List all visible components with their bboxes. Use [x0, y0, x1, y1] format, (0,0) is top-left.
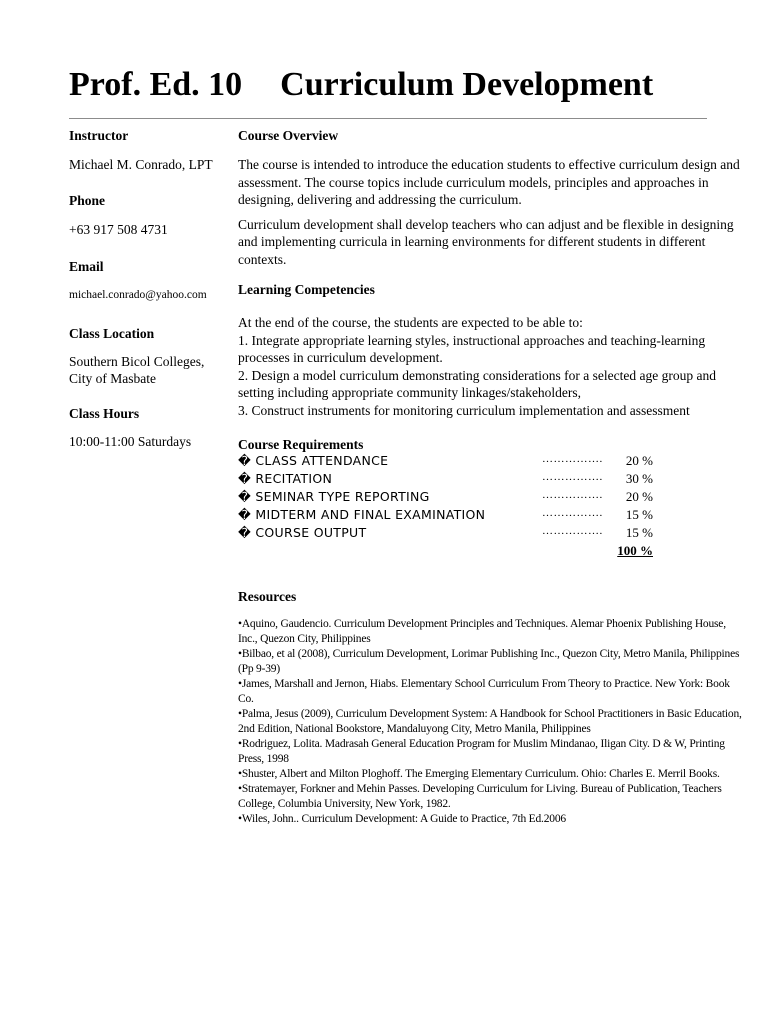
hours-value: 10:00-11:00 Saturdays: [69, 434, 192, 449]
overview-heading: Course Overview: [238, 128, 339, 143]
resources-list: [238, 617, 743, 827]
resource-item: •Shuster, Albert and Milton Ploghoff. The Emerging Elementary Curriculum. Ohio: Charles E. Merril Books.: [238, 768, 720, 780]
requirement-percentage: 15 %: [625, 507, 653, 522]
resource-item: •Bilbao, et al (2008), Curriculum Development, Lorimar Publishing Inc., Quezon City, Metro Manila, Philippines (Pp 9-39): [238, 648, 740, 675]
competency-item-2: 2. Design a model curriculum demonstrating considerations for a selected age group and setting including appropriate community linkages/stakeholders,: [238, 367, 716, 400]
instructor-label: Instructor: [69, 128, 129, 143]
title-divider: [69, 118, 707, 119]
competencies-intro: At the end of the course, the students are expected to be able to:: [238, 315, 583, 330]
requirement-leader-dots: …………….: [542, 525, 603, 537]
resource-item: •Wiles, John.. Curriculum Development: A Guide to Practice, 7th Ed.2006: [238, 813, 566, 825]
requirement-row: [238, 507, 743, 525]
location-line-2: City of Masbate: [69, 371, 156, 386]
phone-value: +63 917 508 4731: [69, 222, 168, 237]
requirements-heading: Course Requirements: [238, 437, 364, 452]
hours-label: Class Hours: [69, 406, 140, 421]
phone-label: Phone: [69, 193, 106, 208]
course-code: Prof. Ed. 10: [69, 66, 243, 103]
requirement-row: [238, 471, 743, 489]
requirement-label: � SEMINAR TYPE REPORTING: [238, 489, 430, 504]
requirement-leader-dots: …………….: [542, 489, 603, 501]
competency-item-3: 3. Construct instruments for monitoring curriculum implementation and assessment: [238, 402, 690, 418]
requirement-row: [238, 453, 743, 471]
requirements-list: [238, 453, 743, 561]
requirement-label: � RECITATION: [238, 471, 333, 486]
email-value: michael.conrado@yahoo.com: [69, 289, 207, 301]
overview-paragraph-2: Curriculum development shall develop teachers who can adjust and be flexible in designing and implementing curricula in learning environments for different students in different contexts.: [238, 216, 734, 267]
page-title: [69, 66, 653, 104]
competency-item-1: 1. Integrate appropriate learning styles, instructional approaches and teaching-learning processes in curriculum development.: [238, 332, 706, 365]
requirement-label: � COURSE OUTPUT: [238, 525, 367, 540]
location-line-1: Southern Bicol Colleges,: [69, 354, 205, 369]
course-name: Curriculum Development: [280, 66, 654, 103]
competencies-heading: Learning Competencies: [238, 282, 375, 297]
requirements-total-row: [238, 543, 743, 561]
resource-item: •Rodriguez, Lolita. Madrasah General Education Program for Muslim Mindanao, Iligan City. D & W, Printing Press, 1998: [238, 738, 725, 765]
requirement-row: [238, 525, 743, 543]
requirement-leader-dots: …………….: [542, 453, 603, 465]
resource-item: •Palma, Jesus (2009), Curriculum Development System: A Handbook for School Practitioners in Basic Education, 2nd Edition, National Bookstore, Mandaluyong City, Metro Manila, Philippines: [238, 708, 742, 735]
resources-heading: Resources: [238, 589, 297, 604]
requirement-label: � MIDTERM AND FINAL EXAMINATION: [238, 507, 486, 522]
overview-paragraph-1: The course is intended to introduce the education students to effective curriculum design and assessment. The course topics include curriculum models, principles and approaches in designing, delivering and addressing the curriculum.: [238, 157, 740, 207]
requirements-total: 100 %: [617, 543, 653, 558]
requirement-percentage: 20 %: [625, 453, 653, 468]
resource-item: •James, Marshall and Jernon, Hiabs. Elementary School Curriculum From Theory to Practice. New York: Book Co.: [238, 678, 730, 705]
email-label: Email: [69, 259, 104, 274]
resource-item: •Stratemayer, Forkner and Mehin Passes. Developing Curriculum for Living. Bureau of Publication, Teachers College, Columbia University, New York, 1982.: [238, 783, 722, 810]
requirement-percentage: 15 %: [625, 525, 653, 540]
requirement-row: [238, 489, 743, 507]
sidebar-info: [69, 128, 229, 450]
requirement-percentage: 30 %: [625, 471, 653, 486]
requirement-leader-dots: …………….: [542, 507, 603, 519]
requirement-percentage: 20 %: [625, 489, 653, 504]
location-label: Class Location: [69, 326, 155, 341]
instructor-value: Michael M. Conrado, LPT: [69, 157, 213, 172]
requirement-label: � CLASS ATTENDANCE: [238, 453, 389, 468]
main-content: [238, 128, 743, 827]
resource-item: •Aquino, Gaudencio. Curriculum Development Principles and Techniques. Alemar Phoenix Publishing House, Inc., Quezon City, Philippines: [238, 618, 726, 645]
requirement-leader-dots: …………….: [542, 471, 603, 483]
